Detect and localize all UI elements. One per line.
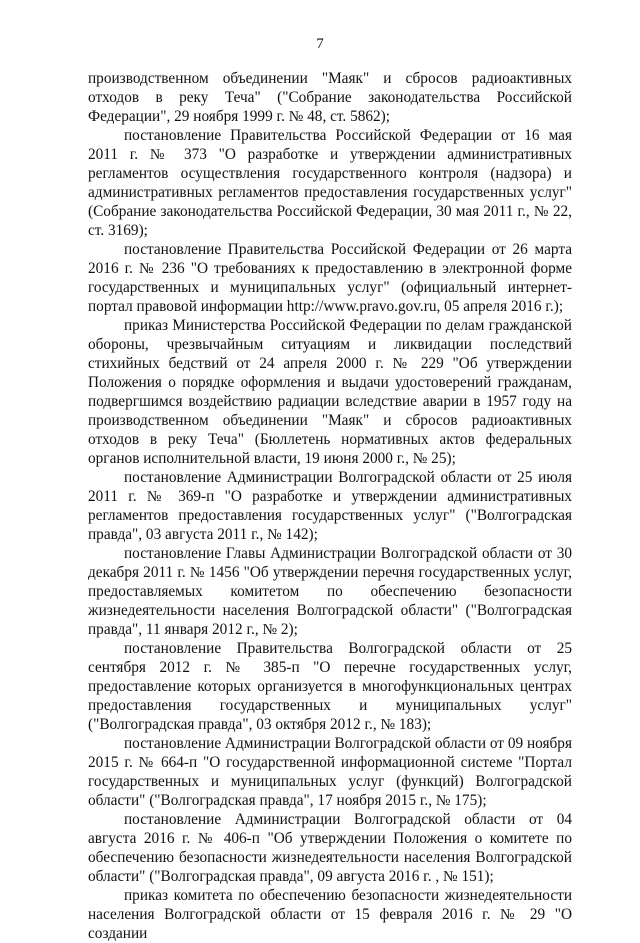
paragraph-resolution-369p: постановление Администрации Волгоградской области от 25 июля 2011 г. № 369-п "О разработке и утверждении административных регламентов предоставления государственных услуг" ("Волгоградская правда", 03 августа 2011 г., № 142); — [88, 469, 572, 543]
page-number: 7 — [316, 36, 324, 52]
paragraph-resolution-406p: постановление Администрации Волгоградской области от 04 августа 2016 г. № 406-п "Об утверждении Положения о комитете по обеспечению безопасности жизнедеятельности населения Волгоградской области" ("Волгоградская правда", 09 августа 2016 г. , № 151); — [88, 811, 572, 885]
document-body — [88, 69, 572, 943]
paragraph-resolution-664p: постановление Администрации Волгоградской области от 09 ноября 2015 г. № 664-п "О государственной информационной системе "Портал государственных и муниципальных услуг (функций) Волгоградской области" ("Волгоградская правда", 17 ноября 2015 г., № 175); — [88, 735, 572, 809]
paragraph-resolution-373: постановление Правительства Российской Федерации от 16 мая 2011 г. № 373 "О разработке и утверждении административных регламентов осуществления государственного контроля (надзора) и административных регламентов предоставления государственных услуг" (Собрание законодательства Российской Федерации, 30 мая 2011 г., № 22, ст. 3169); — [88, 127, 572, 239]
paragraph-order-229: приказ Министерства Российской Федерации по делам гражданской обороны, чрезвычайным ситуациям и ликвидации последствий стихийных бедствий от 24 апреля 2000 г. № 229 "Об утверждении Положения о порядке оформления и выдачи удостоверений гражданам, подвергшимся воздействию радиации вследствие аварии в 1957 году на производственном объединении "Маяк" и сбросов радиоактивных отходов в реку Теча" (Бюллетень нормативных актов федеральных органов исполнительной власти, 19 июня 2000 г., № 25); — [88, 317, 572, 467]
paragraph-continuation: производственном объединении "Маяк" и сбросов радиоактивных отходов в реку Теча" ("Собрание законодательства Российской Федерации", 29 ноября 1999 г. № 48, ст. 5862); — [88, 70, 572, 125]
paragraph-order-29: приказ комитета по обеспечению безопасности жизнедеятельности населения Волгоградской области от 15 февраля 2016 г. № 29 "О создании — [88, 887, 572, 942]
paragraph-resolution-236: постановление Правительства Российской Федерации от 26 марта 2016 г. № 236 "О требованиях к предоставлению в электронной форме государственных и муниципальных услуг" (официальный интернет-портал правовой информации http://www.pravo.gov.ru, 05 апреля 2016 г.); — [88, 241, 572, 315]
paragraph-resolution-385p: постановление Правительства Волгоградской области от 25 сентября 2012 г. № 385-п "О перечне государственных услуг, предоставление которых организуется в многофункциональных центрах предоставления государственных и муниципальных услуг" ("Волгоградская правда", 03 октября 2012 г., № 183); — [88, 640, 572, 733]
paragraph-resolution-1456: постановление Главы Администрации Волгоградской области от 30 декабря 2011 г. № 1456 "Об утверждении перечня государственных услуг, предоставляемых комитетом по обеспечению безопасности жизнедеятельности населения Волгоградской области" ("Волгоградская правда", 11 января 2012 г., № 2); — [88, 545, 572, 638]
